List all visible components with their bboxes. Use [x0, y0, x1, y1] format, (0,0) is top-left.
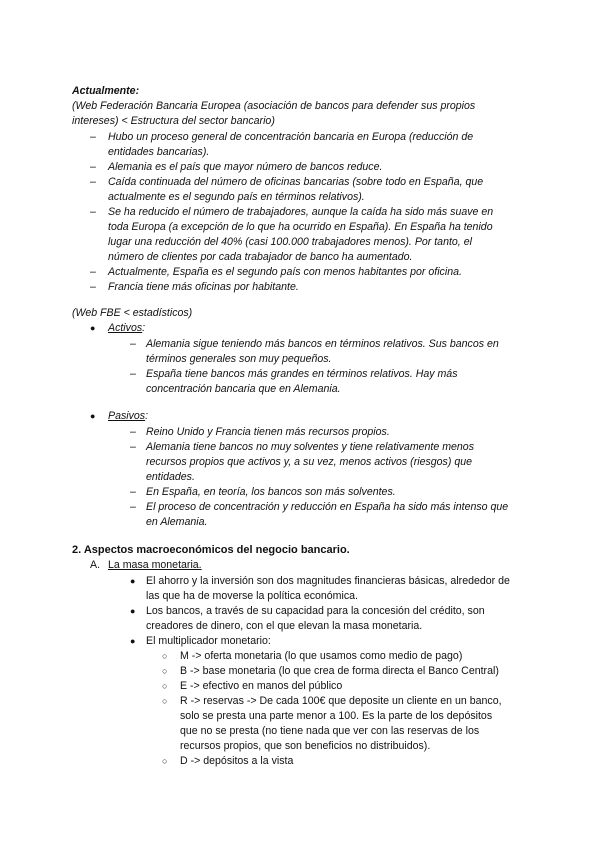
- sub-letter: A.: [90, 559, 101, 571]
- dash-item-line: entidades bancarias).: [108, 146, 210, 158]
- dash-item-line: actualmente es el segundo país en términos relativos).: [108, 191, 365, 203]
- dash-item-line: Actualmente, España es el segundo país con menos habitantes por oficina.: [108, 266, 462, 278]
- dash-marker: –: [130, 368, 136, 380]
- bullet-marker: ●: [130, 576, 136, 586]
- section2-bullet-line: creadores de dinero, con el que elevan la masa monetaria.: [146, 620, 423, 632]
- dash-marker: –: [130, 338, 136, 350]
- circle-marker: ○: [162, 651, 168, 661]
- multiplier-line: M -> oferta monetaria (lo que usamos como medio de pago): [180, 650, 463, 662]
- circle-marker: ○: [162, 696, 168, 706]
- bullet-marker: ●: [130, 606, 136, 616]
- circle-marker: ○: [162, 666, 168, 676]
- pasivos-item-line: en Alemania.: [146, 516, 208, 528]
- dash-item-line: Francia tiene más oficinas por habitante.: [108, 281, 299, 293]
- dash-item-line: Caída continuada del número de oficinas bancarias (sobre todo en España, que: [108, 176, 484, 188]
- multiplier-line: D -> depósitos a la vista: [180, 755, 294, 767]
- dash-item-line: toda Europa (a excepción de lo que ha ocurrido en España). En España ha tenido: [108, 221, 493, 233]
- dash-marker: –: [130, 441, 136, 453]
- intro-line: intereses) < Estructura del sector bancario): [72, 115, 275, 127]
- activos-item-line: términos generales son muy pequeños.: [146, 353, 332, 365]
- activos-item-line: Alemania sigue teniendo más bancos en términos relativos. Sus bancos en: [146, 338, 499, 350]
- pasivos-label: Pasivos: [108, 410, 146, 422]
- multiplier-line: B -> base monetaria (lo que crea de forma directa el Banco Central): [180, 665, 499, 677]
- sub-title-masa-monetaria: La masa monetaria.: [108, 559, 202, 571]
- section2-bullet-line: El ahorro y la inversión son dos magnitudes financieras básicas, alrededor de: [146, 575, 510, 587]
- dash-marker: –: [90, 266, 96, 278]
- section-2-title: 2. Aspectos macroeconómicos del negocio bancario.: [72, 544, 350, 556]
- circle-marker: ○: [162, 681, 168, 691]
- pasivos-item-line: recursos propios que activos y, a su vez, menos activos (riesgos) que: [146, 456, 473, 468]
- dash-marker: –: [130, 486, 136, 498]
- dash-marker: –: [90, 281, 96, 293]
- pasivos-heading: [108, 409, 148, 424]
- heading-actualmente: Actualmente:: [72, 85, 140, 97]
- dash-marker: –: [130, 426, 136, 438]
- activos-item-line: España tiene bancos más grandes en términos relativos. Hay más: [146, 368, 458, 380]
- dash-item-line: Se ha reducido el número de trabajadores, aunque la caída ha sido más suave en: [108, 206, 494, 218]
- activos-colon: :: [142, 322, 146, 334]
- dash-item-line: número de clientes por cada trabajador de banco ha aumentado.: [108, 251, 413, 263]
- dash-item-line: Alemania es el país que mayor número de bancos reduce.: [108, 161, 383, 173]
- fbe-source: (Web FBE < estadísticos): [72, 307, 193, 319]
- dash-item-line: Hubo un proceso general de concentración bancaria en Europa (reducción de: [108, 131, 474, 143]
- bullet-marker: ●: [90, 411, 96, 421]
- multiplier-line: E -> efectivo en manos del público: [180, 680, 343, 692]
- dash-marker: –: [90, 131, 96, 143]
- multiplier-line: que no se presta (no tiene nada que ver con las reservas de los: [180, 725, 480, 737]
- activos-item-line: concentración bancaria que en Alemania.: [146, 383, 341, 395]
- dash-marker: –: [90, 206, 96, 218]
- pasivos-item-line: entidades.: [146, 471, 195, 483]
- section2-bullet-line: El multiplicador monetario:: [146, 635, 271, 647]
- circle-marker: ○: [162, 756, 168, 766]
- dash-marker: –: [130, 501, 136, 513]
- pasivos-item-line: Reino Unido y Francia tienen más recursos propios.: [146, 426, 390, 438]
- activos-heading: [108, 321, 145, 336]
- dash-marker: –: [90, 161, 96, 173]
- pasivos-colon: :: [145, 410, 149, 422]
- section2-bullet-line: las que ha de moverse la política económica.: [146, 590, 358, 602]
- dash-item-line: lugar una reducción del 40% (casi 100.000 trabajadores menos). Por tanto, el: [108, 236, 472, 248]
- multiplier-line: solo se presta una parte menor a 100. Es la parte de los depósitos: [180, 710, 493, 722]
- section2-bullet-line: Los bancos, a través de su capacidad para la concesión del crédito, son: [146, 605, 485, 617]
- activos-label: Activos: [108, 322, 143, 334]
- intro-line: (Web Federación Bancaria Europea (asociación de bancos para defender sus propios: [72, 100, 476, 112]
- bullet-marker: ●: [130, 636, 136, 646]
- pasivos-item-line: En España, en teoría, los bancos son más solventes.: [146, 486, 396, 498]
- multiplier-line: recursos propios, que son beneficios no distribuidos).: [180, 740, 431, 752]
- multiplier-line: R -> reservas -> De cada 100€ que deposite un cliente en un banco,: [180, 695, 502, 707]
- dash-marker: –: [90, 176, 96, 188]
- pasivos-item-line: El proceso de concentración y reducción en España ha sido más intenso que: [146, 501, 509, 513]
- bullet-marker: ●: [90, 323, 96, 333]
- pasivos-item-line: Alemania tiene bancos no muy solventes y tiene relativamente menos: [146, 441, 474, 453]
